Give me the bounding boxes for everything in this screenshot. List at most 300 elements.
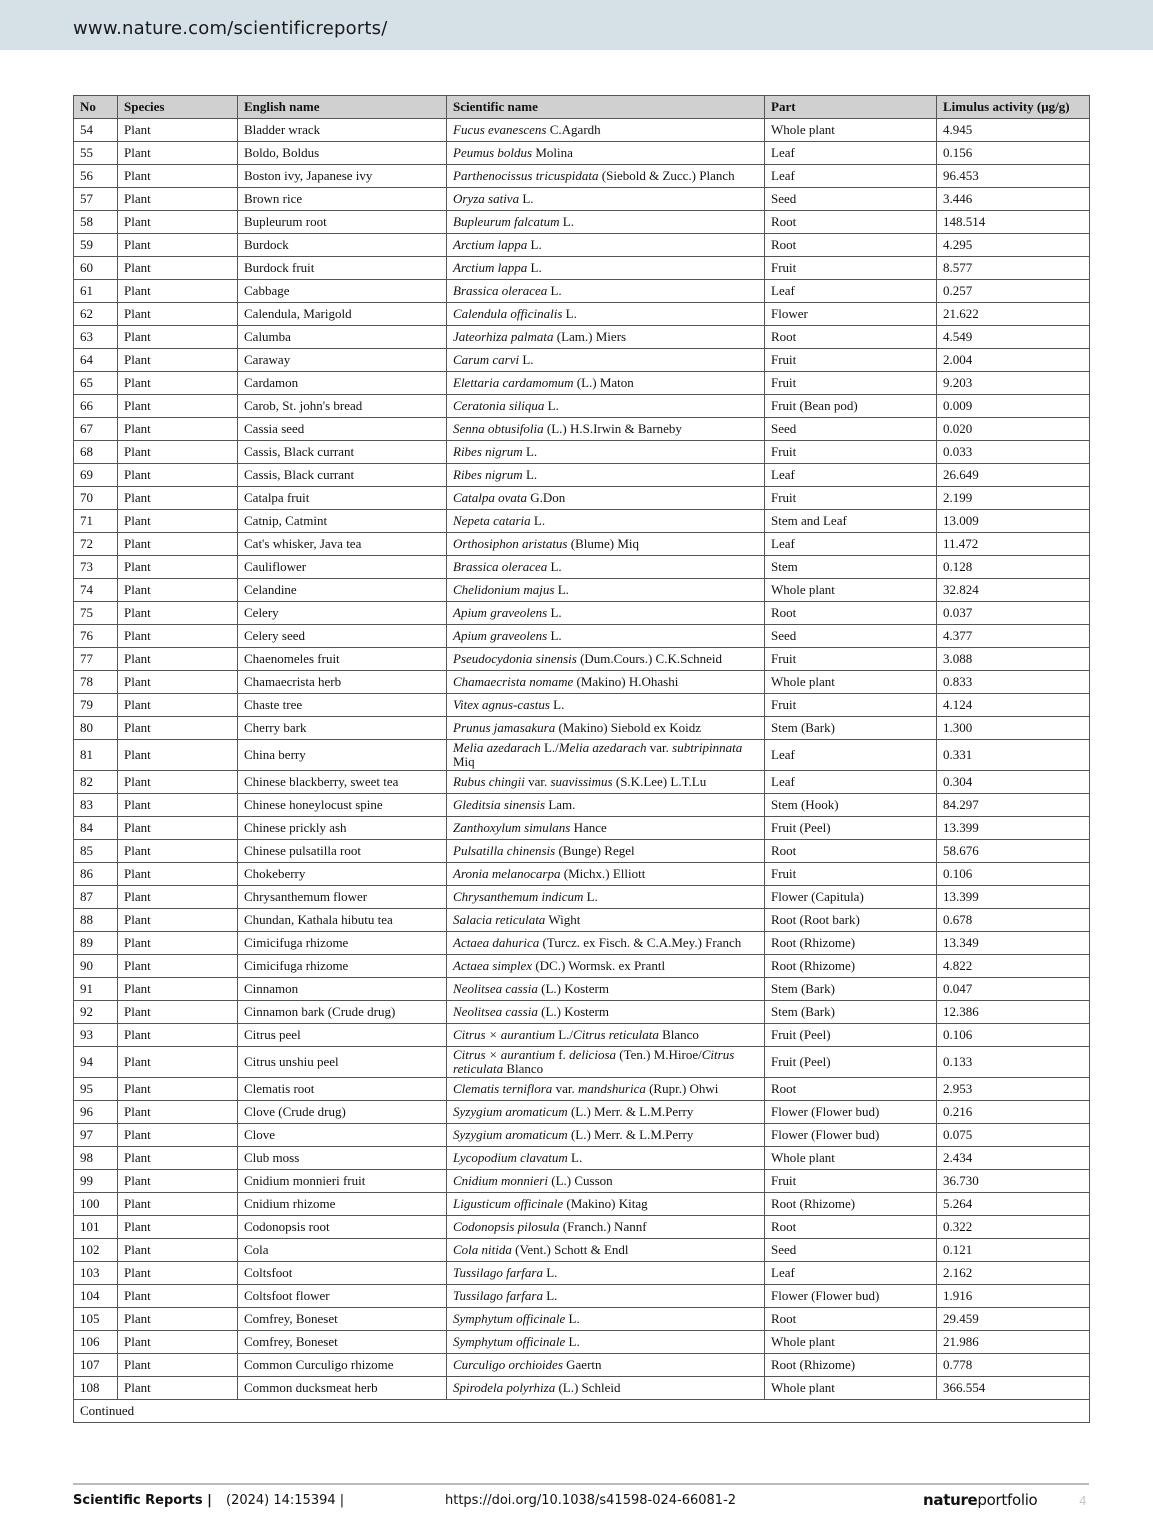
cell-no: 108 xyxy=(74,1377,118,1400)
cell-part: Leaf xyxy=(765,1262,937,1285)
cell-part: Flower (Flower bud) xyxy=(765,1101,937,1124)
table-row xyxy=(74,1331,1090,1354)
cell-scientific-name: Prunus jamasakura (Makino) Siebold ex Koidz xyxy=(447,717,765,740)
cell-species: Plant xyxy=(118,234,238,257)
cell-species: Plant xyxy=(118,303,238,326)
table-row xyxy=(74,794,1090,817)
table-row xyxy=(74,1354,1090,1377)
cell-species: Plant xyxy=(118,441,238,464)
cell-part: Root xyxy=(765,602,937,625)
cell-scientific-name: Lycopodium clavatum L. xyxy=(447,1147,765,1170)
continued-note: Continued xyxy=(74,1400,1090,1423)
cell-species: Plant xyxy=(118,119,238,142)
table-row xyxy=(74,1078,1090,1101)
cell-scientific-name: Brassica oleracea L. xyxy=(447,280,765,303)
cell-no: 76 xyxy=(74,625,118,648)
cell-scientific-name: Actaea dahurica (Turcz. ex Fisch. & C.A.Mey.) Franch xyxy=(447,932,765,955)
table-header-row xyxy=(74,96,1090,119)
cell-species: Plant xyxy=(118,771,238,794)
cell-species: Plant xyxy=(118,1193,238,1216)
cell-limulus-activity: 0.257 xyxy=(937,280,1090,303)
cell-part: Flower (Flower bud) xyxy=(765,1285,937,1308)
cell-no: 87 xyxy=(74,886,118,909)
cell-scientific-name: Ribes nigrum L. xyxy=(447,464,765,487)
cell-no: 55 xyxy=(74,142,118,165)
table-row xyxy=(74,510,1090,533)
cell-no: 78 xyxy=(74,671,118,694)
cell-limulus-activity: 5.264 xyxy=(937,1193,1090,1216)
column-header-species: Species xyxy=(118,96,238,119)
cell-english-name: Cnidium monnieri fruit xyxy=(238,1170,447,1193)
cell-english-name: Comfrey, Boneset xyxy=(238,1308,447,1331)
cell-no: 95 xyxy=(74,1078,118,1101)
cell-scientific-name: Curculigo orchioides Gaertn xyxy=(447,1354,765,1377)
cell-limulus-activity: 0.106 xyxy=(937,1024,1090,1047)
table-row xyxy=(74,602,1090,625)
cell-english-name: Burdock xyxy=(238,234,447,257)
cell-english-name: Chaste tree xyxy=(238,694,447,717)
table-row xyxy=(74,1101,1090,1124)
cell-part: Stem and Leaf xyxy=(765,510,937,533)
cell-species: Plant xyxy=(118,886,238,909)
cell-no: 94 xyxy=(74,1047,118,1078)
cell-limulus-activity: 29.459 xyxy=(937,1308,1090,1331)
cell-limulus-activity: 21.986 xyxy=(937,1331,1090,1354)
table-row xyxy=(74,556,1090,579)
cell-english-name: Chamaecrista herb xyxy=(238,671,447,694)
cell-no: 86 xyxy=(74,863,118,886)
cell-limulus-activity: 4.124 xyxy=(937,694,1090,717)
cell-no: 65 xyxy=(74,372,118,395)
table-row xyxy=(74,694,1090,717)
cell-no: 83 xyxy=(74,794,118,817)
cell-limulus-activity: 0.033 xyxy=(937,441,1090,464)
cell-scientific-name: Tussilago farfara L. xyxy=(447,1262,765,1285)
cell-no: 106 xyxy=(74,1331,118,1354)
cell-scientific-name: Parthenocissus tricuspidata (Siebold & Zucc.) Planch xyxy=(447,165,765,188)
cell-species: Plant xyxy=(118,1285,238,1308)
table-row xyxy=(74,464,1090,487)
cell-no: 71 xyxy=(74,510,118,533)
cell-no: 79 xyxy=(74,694,118,717)
column-header-english-name: English name xyxy=(238,96,447,119)
cell-no: 75 xyxy=(74,602,118,625)
cell-limulus-activity: 0.304 xyxy=(937,771,1090,794)
cell-no: 60 xyxy=(74,257,118,280)
table-row xyxy=(74,165,1090,188)
cell-limulus-activity: 2.162 xyxy=(937,1262,1090,1285)
cell-no: 77 xyxy=(74,648,118,671)
cell-limulus-activity: 4.377 xyxy=(937,625,1090,648)
cell-english-name: Brown rice xyxy=(238,188,447,211)
cell-english-name: Bladder wrack xyxy=(238,119,447,142)
cell-limulus-activity: 21.622 xyxy=(937,303,1090,326)
table-row xyxy=(74,280,1090,303)
cell-species: Plant xyxy=(118,510,238,533)
table-row xyxy=(74,303,1090,326)
cell-scientific-name: Syzygium aromaticum (L.) Merr. & L.M.Perry xyxy=(447,1124,765,1147)
cell-limulus-activity: 4.945 xyxy=(937,119,1090,142)
cell-english-name: Cimicifuga rhizome xyxy=(238,955,447,978)
cell-english-name: Cassia seed xyxy=(238,418,447,441)
cell-scientific-name: Chelidonium majus L. xyxy=(447,579,765,602)
cell-english-name: Cola xyxy=(238,1239,447,1262)
cell-part: Whole plant xyxy=(765,1147,937,1170)
cell-scientific-name: Senna obtusifolia (L.) H.S.Irwin & Barneby xyxy=(447,418,765,441)
cell-species: Plant xyxy=(118,602,238,625)
cell-limulus-activity: 0.106 xyxy=(937,863,1090,886)
cell-limulus-activity: 366.554 xyxy=(937,1377,1090,1400)
cell-scientific-name: Zanthoxylum simulans Hance xyxy=(447,817,765,840)
cell-part: Fruit xyxy=(765,487,937,510)
cell-part: Root xyxy=(765,1308,937,1331)
cell-scientific-name: Clematis terniflora var. mandshurica (Rupr.) Ohwi xyxy=(447,1078,765,1101)
cell-limulus-activity: 4.295 xyxy=(937,234,1090,257)
cell-species: Plant xyxy=(118,280,238,303)
cell-english-name: Coltsfoot xyxy=(238,1262,447,1285)
cell-english-name: Bupleurum root xyxy=(238,211,447,234)
cell-part: Fruit xyxy=(765,694,937,717)
cell-no: 57 xyxy=(74,188,118,211)
cell-english-name: Common ducksmeat herb xyxy=(238,1377,447,1400)
cell-part: Stem xyxy=(765,556,937,579)
table-row xyxy=(74,771,1090,794)
cell-species: Plant xyxy=(118,579,238,602)
cell-limulus-activity: 11.472 xyxy=(937,533,1090,556)
table-row xyxy=(74,1262,1090,1285)
table-row xyxy=(74,1308,1090,1331)
table-row xyxy=(74,418,1090,441)
cell-english-name: Cinnamon xyxy=(238,978,447,1001)
cell-scientific-name: Citrus × aurantium f. deliciosa (Ten.) M.Hiroe/Citrus reticulata Blanco xyxy=(447,1047,765,1078)
table-row xyxy=(74,671,1090,694)
cell-english-name: Cauliflower xyxy=(238,556,447,579)
table-row xyxy=(74,817,1090,840)
cell-species: Plant xyxy=(118,863,238,886)
cell-part: Fruit xyxy=(765,1170,937,1193)
brand-bold: nature xyxy=(923,1491,978,1509)
cell-no: 102 xyxy=(74,1239,118,1262)
cell-part: Flower (Capitula) xyxy=(765,886,937,909)
cell-scientific-name: Elettaria cardamomum (L.) Maton xyxy=(447,372,765,395)
table-row xyxy=(74,625,1090,648)
cell-no: 73 xyxy=(74,556,118,579)
cell-scientific-name: Neolitsea cassia (L.) Kosterm xyxy=(447,1001,765,1024)
cell-scientific-name: Chrysanthemum indicum L. xyxy=(447,886,765,909)
cell-no: 61 xyxy=(74,280,118,303)
cell-part: Fruit xyxy=(765,349,937,372)
cell-species: Plant xyxy=(118,165,238,188)
cell-english-name: Common Curculigo rhizome xyxy=(238,1354,447,1377)
cell-part: Whole plant xyxy=(765,1377,937,1400)
cell-limulus-activity: 12.386 xyxy=(937,1001,1090,1024)
cell-part: Seed xyxy=(765,625,937,648)
cell-scientific-name: Symphytum officinale L. xyxy=(447,1331,765,1354)
cell-limulus-activity: 96.453 xyxy=(937,165,1090,188)
cell-species: Plant xyxy=(118,211,238,234)
cell-scientific-name: Arctium lappa L. xyxy=(447,234,765,257)
cell-scientific-name: Peumus boldus Molina xyxy=(447,142,765,165)
cell-limulus-activity: 32.824 xyxy=(937,579,1090,602)
table-row xyxy=(74,1124,1090,1147)
cell-part: Stem (Bark) xyxy=(765,717,937,740)
cell-part: Flower xyxy=(765,303,937,326)
cell-limulus-activity: 13.009 xyxy=(937,510,1090,533)
cell-limulus-activity: 0.678 xyxy=(937,909,1090,932)
cell-limulus-activity: 3.446 xyxy=(937,188,1090,211)
cell-part: Fruit (Peel) xyxy=(765,1024,937,1047)
cell-scientific-name: Citrus × aurantium L./Citrus reticulata Blanco xyxy=(447,1024,765,1047)
cell-species: Plant xyxy=(118,1078,238,1101)
cell-species: Plant xyxy=(118,395,238,418)
cell-no: 70 xyxy=(74,487,118,510)
cell-species: Plant xyxy=(118,978,238,1001)
cell-english-name: Clematis root xyxy=(238,1078,447,1101)
cell-species: Plant xyxy=(118,1216,238,1239)
cell-part: Fruit (Bean pod) xyxy=(765,395,937,418)
cell-english-name: Burdock fruit xyxy=(238,257,447,280)
cell-limulus-activity: 0.075 xyxy=(937,1124,1090,1147)
cell-part: Seed xyxy=(765,1239,937,1262)
cell-part: Root xyxy=(765,1078,937,1101)
cell-part: Fruit xyxy=(765,441,937,464)
table-row xyxy=(74,1193,1090,1216)
doi-link[interactable]: https://doi.org/10.1038/s41598-024-66081-2 xyxy=(445,1493,737,1508)
cell-english-name: China berry xyxy=(238,740,447,771)
table-row xyxy=(74,1047,1090,1078)
cell-species: Plant xyxy=(118,1354,238,1377)
cell-part: Root xyxy=(765,840,937,863)
cell-english-name: Citrus peel xyxy=(238,1024,447,1047)
table-row xyxy=(74,863,1090,886)
table-row xyxy=(74,840,1090,863)
table-row xyxy=(74,533,1090,556)
cell-part: Whole plant xyxy=(765,579,937,602)
cell-species: Plant xyxy=(118,1239,238,1262)
cell-no: 82 xyxy=(74,771,118,794)
cell-english-name: Cassis, Black currant xyxy=(238,464,447,487)
cell-english-name: Catalpa fruit xyxy=(238,487,447,510)
cell-no: 81 xyxy=(74,740,118,771)
cell-english-name: Chinese prickly ash xyxy=(238,817,447,840)
cell-scientific-name: Gleditsia sinensis Lam. xyxy=(447,794,765,817)
cell-limulus-activity: 0.037 xyxy=(937,602,1090,625)
cell-limulus-activity: 2.199 xyxy=(937,487,1090,510)
cell-no: 68 xyxy=(74,441,118,464)
cell-no: 99 xyxy=(74,1170,118,1193)
cell-species: Plant xyxy=(118,625,238,648)
cell-no: 84 xyxy=(74,817,118,840)
page-number: 4 xyxy=(1079,1494,1087,1508)
nature-portfolio-logo xyxy=(923,1491,1037,1509)
cell-no: 64 xyxy=(74,349,118,372)
cell-no: 80 xyxy=(74,717,118,740)
column-header-limulus-activity: Limulus activity (μg/g) xyxy=(937,96,1090,119)
cell-scientific-name: Syzygium aromaticum (L.) Merr. & L.M.Perry xyxy=(447,1101,765,1124)
cell-scientific-name: Chamaecrista nomame (Makino) H.Ohashi xyxy=(447,671,765,694)
cell-no: 62 xyxy=(74,303,118,326)
cell-part: Leaf xyxy=(765,533,937,556)
cell-limulus-activity: 0.020 xyxy=(937,418,1090,441)
cell-limulus-activity: 1.300 xyxy=(937,717,1090,740)
cell-part: Fruit xyxy=(765,372,937,395)
cell-species: Plant xyxy=(118,142,238,165)
cell-part: Root (Rhizome) xyxy=(765,1354,937,1377)
cell-part: Leaf xyxy=(765,464,937,487)
table-row xyxy=(74,234,1090,257)
cell-part: Leaf xyxy=(765,165,937,188)
cell-species: Plant xyxy=(118,955,238,978)
site-url[interactable]: www.nature.com/scientificreports/ xyxy=(73,18,388,39)
table-row xyxy=(74,349,1090,372)
cell-part: Root (Rhizome) xyxy=(765,955,937,978)
cell-english-name: Cimicifuga rhizome xyxy=(238,932,447,955)
cell-part: Fruit (Peel) xyxy=(765,1047,937,1078)
cell-part: Root xyxy=(765,234,937,257)
cell-english-name: Chinese honeylocust spine xyxy=(238,794,447,817)
cell-scientific-name: Nepeta cataria L. xyxy=(447,510,765,533)
cell-scientific-name: Ligusticum officinale (Makino) Kitag xyxy=(447,1193,765,1216)
cell-scientific-name: Oryza sativa L. xyxy=(447,188,765,211)
cell-part: Root (Rhizome) xyxy=(765,1193,937,1216)
site-header-bar xyxy=(0,0,1153,50)
cell-species: Plant xyxy=(118,1377,238,1400)
cell-limulus-activity: 0.133 xyxy=(937,1047,1090,1078)
cell-species: Plant xyxy=(118,1001,238,1024)
cell-no: 91 xyxy=(74,978,118,1001)
cell-part: Stem (Bark) xyxy=(765,978,937,1001)
cell-scientific-name: Tussilago farfara L. xyxy=(447,1285,765,1308)
cell-english-name: Boston ivy, Japanese ivy xyxy=(238,165,447,188)
cell-scientific-name: Pseudocydonia sinensis (Dum.Cours.) C.K.Schneid xyxy=(447,648,765,671)
table-row xyxy=(74,441,1090,464)
table-body xyxy=(74,119,1090,1400)
cell-part: Fruit xyxy=(765,863,937,886)
table-row xyxy=(74,648,1090,671)
cell-part: Whole plant xyxy=(765,119,937,142)
cell-no: 103 xyxy=(74,1262,118,1285)
table-row xyxy=(74,211,1090,234)
table-row xyxy=(74,1377,1090,1400)
cell-limulus-activity: 0.128 xyxy=(937,556,1090,579)
cell-no: 88 xyxy=(74,909,118,932)
cell-species: Plant xyxy=(118,487,238,510)
cell-english-name: Cabbage xyxy=(238,280,447,303)
cell-part: Root (Root bark) xyxy=(765,909,937,932)
cell-english-name: Celery seed xyxy=(238,625,447,648)
cell-english-name: Chokeberry xyxy=(238,863,447,886)
cell-limulus-activity: 0.216 xyxy=(937,1101,1090,1124)
cell-no: 97 xyxy=(74,1124,118,1147)
table-row xyxy=(74,1170,1090,1193)
table-row xyxy=(74,909,1090,932)
table-row xyxy=(74,326,1090,349)
cell-limulus-activity: 148.514 xyxy=(937,211,1090,234)
table-footer-row xyxy=(74,1400,1090,1423)
cell-species: Plant xyxy=(118,1262,238,1285)
cell-species: Plant xyxy=(118,418,238,441)
cell-no: 101 xyxy=(74,1216,118,1239)
table-row xyxy=(74,372,1090,395)
cell-no: 56 xyxy=(74,165,118,188)
cell-no: 74 xyxy=(74,579,118,602)
cell-scientific-name: Rubus chingii var. suavissimus (S.K.Lee) L.T.Lu xyxy=(447,771,765,794)
cell-species: Plant xyxy=(118,909,238,932)
cell-limulus-activity: 0.156 xyxy=(937,142,1090,165)
cell-species: Plant xyxy=(118,648,238,671)
table-row xyxy=(74,932,1090,955)
cell-english-name: Boldo, Boldus xyxy=(238,142,447,165)
table-row xyxy=(74,188,1090,211)
cell-part: Fruit (Peel) xyxy=(765,817,937,840)
cell-scientific-name: Actaea simplex (DC.) Wormsk. ex Prantl xyxy=(447,955,765,978)
cell-scientific-name: Symphytum officinale L. xyxy=(447,1308,765,1331)
cell-english-name: Coltsfoot flower xyxy=(238,1285,447,1308)
cell-english-name: Codonopsis root xyxy=(238,1216,447,1239)
cell-limulus-activity: 0.331 xyxy=(937,740,1090,771)
cell-species: Plant xyxy=(118,694,238,717)
cell-limulus-activity: 8.577 xyxy=(937,257,1090,280)
cell-limulus-activity: 2.004 xyxy=(937,349,1090,372)
cell-scientific-name: Bupleurum falcatum L. xyxy=(447,211,765,234)
column-header-part: Part xyxy=(765,96,937,119)
cell-part: Seed xyxy=(765,418,937,441)
cell-scientific-name: Codonopsis pilosula (Franch.) Nannf xyxy=(447,1216,765,1239)
cell-english-name: Chinese blackberry, sweet tea xyxy=(238,771,447,794)
table-row xyxy=(74,487,1090,510)
cell-no: 66 xyxy=(74,395,118,418)
cell-limulus-activity: 0.778 xyxy=(937,1354,1090,1377)
cell-species: Plant xyxy=(118,740,238,771)
cell-scientific-name: Pulsatilla chinensis (Bunge) Regel xyxy=(447,840,765,863)
cell-no: 104 xyxy=(74,1285,118,1308)
cell-no: 105 xyxy=(74,1308,118,1331)
cell-part: Seed xyxy=(765,188,937,211)
cell-limulus-activity: 2.953 xyxy=(937,1078,1090,1101)
cell-english-name: Chrysanthemum flower xyxy=(238,886,447,909)
cell-no: 98 xyxy=(74,1147,118,1170)
cell-english-name: Catnip, Catmint xyxy=(238,510,447,533)
cell-scientific-name: Orthosiphon aristatus (Blume) Miq xyxy=(447,533,765,556)
cell-limulus-activity: 13.349 xyxy=(937,932,1090,955)
cell-no: 92 xyxy=(74,1001,118,1024)
cell-species: Plant xyxy=(118,1331,238,1354)
cell-species: Plant xyxy=(118,1047,238,1078)
cell-part: Root xyxy=(765,1216,937,1239)
cell-limulus-activity: 58.676 xyxy=(937,840,1090,863)
cell-part: Root xyxy=(765,211,937,234)
cell-scientific-name: Brassica oleracea L. xyxy=(447,556,765,579)
limulus-activity-table xyxy=(73,95,1090,1423)
brand-regular: portfolio xyxy=(977,1491,1038,1509)
table-row xyxy=(74,978,1090,1001)
cell-part: Stem (Bark) xyxy=(765,1001,937,1024)
cell-species: Plant xyxy=(118,1024,238,1047)
cell-no: 63 xyxy=(74,326,118,349)
cell-limulus-activity: 0.009 xyxy=(937,395,1090,418)
cell-limulus-activity: 1.916 xyxy=(937,1285,1090,1308)
column-header-scientific-name: Scientific name xyxy=(447,96,765,119)
cell-species: Plant xyxy=(118,817,238,840)
cell-part: Fruit xyxy=(765,257,937,280)
cell-english-name: Clove (Crude drug) xyxy=(238,1101,447,1124)
cell-limulus-activity: 9.203 xyxy=(937,372,1090,395)
cell-scientific-name: Aronia melanocarpa (Michx.) Elliott xyxy=(447,863,765,886)
cell-english-name: Cardamon xyxy=(238,372,447,395)
cell-english-name: Cinnamon bark (Crude drug) xyxy=(238,1001,447,1024)
cell-limulus-activity: 13.399 xyxy=(937,886,1090,909)
cell-no: 90 xyxy=(74,955,118,978)
